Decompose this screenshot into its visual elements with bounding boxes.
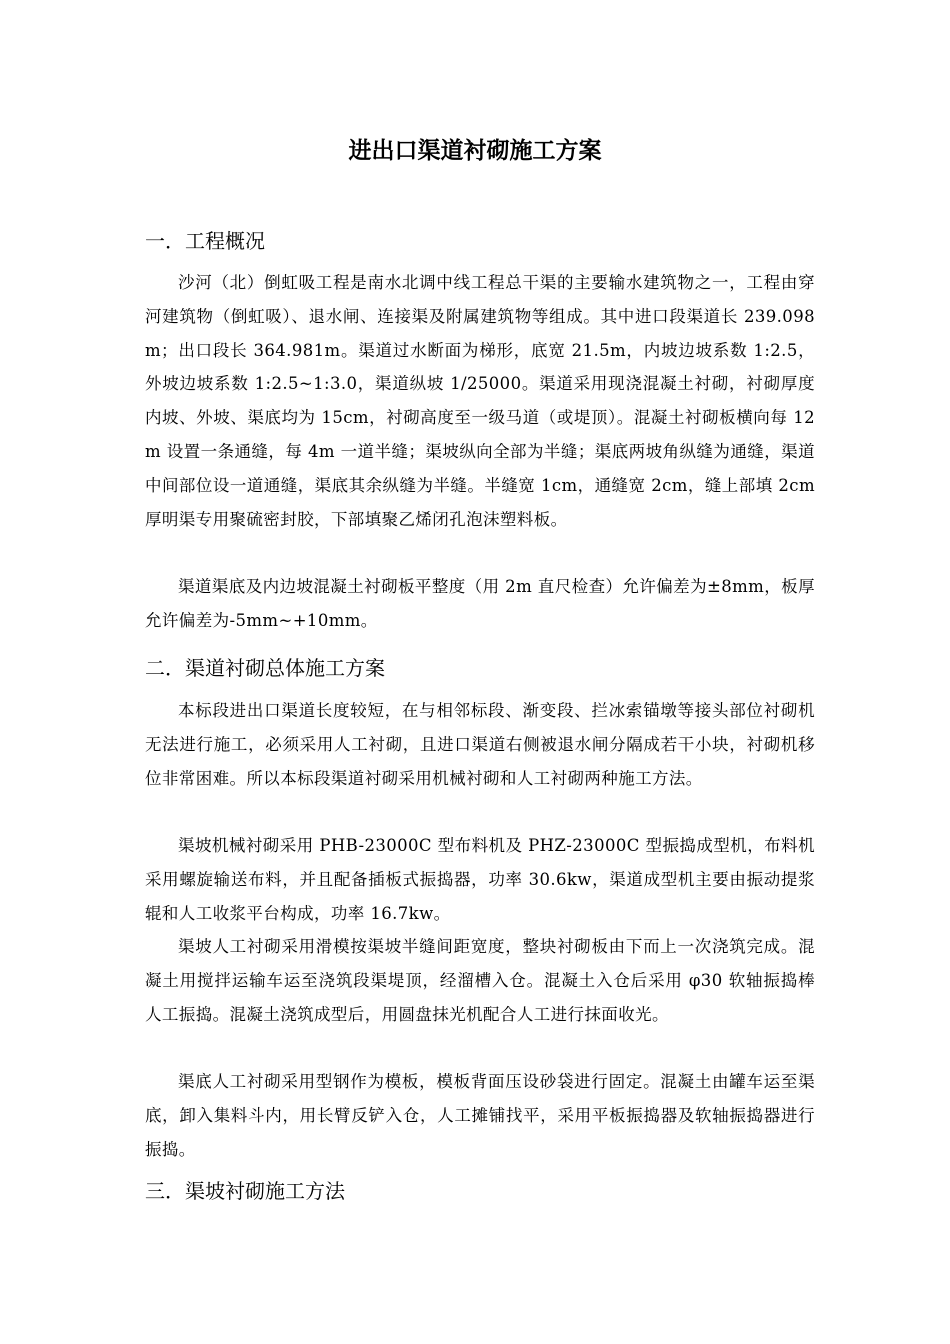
section-heading-slope-method: 三．渠坡衬砌施工方法 [145,1179,345,1203]
paragraph-plan-3: 渠坡人工衬砌采用滑模按渠坡半缝间距宽度，整块衬砌板由下而上一次浇筑完成。混凝土用搅拌运输车运至浇筑段渠堤顶，经溜槽入仓。混凝土入仓后采用 φ30 软轴振捣棒人工振捣。混凝土浇筑成型后，用圆盘抹光机配合人工进行抹面收光。 [145,937,815,1024]
document-title: 进出口渠道衬砌施工方案 [348,138,602,164]
section-heading-overview: 一．工程概况 [145,229,265,253]
paragraph-overview-2: 渠道渠底及内边坡混凝土衬砌板平整度（用 2m 直尺检查）允许偏差为±8mm，板厚允许偏差为-5mm~+10mm。 [145,577,815,630]
paragraph-plan-1: 本标段进出口渠道长度较短，在与相邻标段、渐变段、拦冰索锚墩等接头部位衬砌机无法进行施工，必须采用人工衬砌，且进口渠道右侧被退水闸分隔成若干小块，衬砌机移位非常困难。所以本标段渠道衬砌采用机械衬砌和人工衬砌两种施工方法。 [145,701,815,788]
paragraph-overview-1: 沙河（北）倒虹吸工程是南水北调中线工程总干渠的主要输水建筑物之一，工程由穿河建筑物（倒虹吸）、退水闸、连接渠及附属建筑物等组成。其中进口段渠道长 239.098m；出口段长 364.981m。渠道过水断面为梯形，底宽 21.5m，内坡边坡系数 1:2.5，外坡边坡系数 1:2.5~1:3.0，渠道纵坡 1/25000。渠道采用现浇混凝土衬砌，衬砌厚度内坡、外坡、渠底均为 15cm，衬砌高度至一级马道（或堤顶）。混凝土衬砌板横向每 12m 设置一条通缝，每 4m 一道半缝；渠坡纵向全部为半缝；渠底两坡角纵缝为通缝，渠道中间部位设一道通缝，渠底其余纵缝为半缝。半缝宽 1cm，通缝宽 2cm，缝上部填 2cm 厚明渠专用聚硫密封胶，下部填聚乙烯闭孔泡沫塑料板。 [145,273,815,529]
section-heading-general-plan: 二．渠道衬砌总体施工方案 [145,656,385,680]
paragraph-plan-2: 渠坡机械衬砌采用 PHB-23000C 型布料机及 PHZ-23000C 型振捣成型机，布料机采用螺旋输送布料，并且配备插板式振捣器，功率 30.6kw，渠道成型机主要由振动提浆辊和人工收浆平台构成，功率 16.7kw。 [145,836,815,923]
paragraph-plan-4: 渠底人工衬砌采用型钢作为模板，模板背面压设砂袋进行固定。混凝土由罐车运至渠底，卸入集料斗内，用长臂反铲入仓，人工摊铺找平，采用平板振捣器及软轴振捣器进行振捣。 [145,1072,815,1159]
